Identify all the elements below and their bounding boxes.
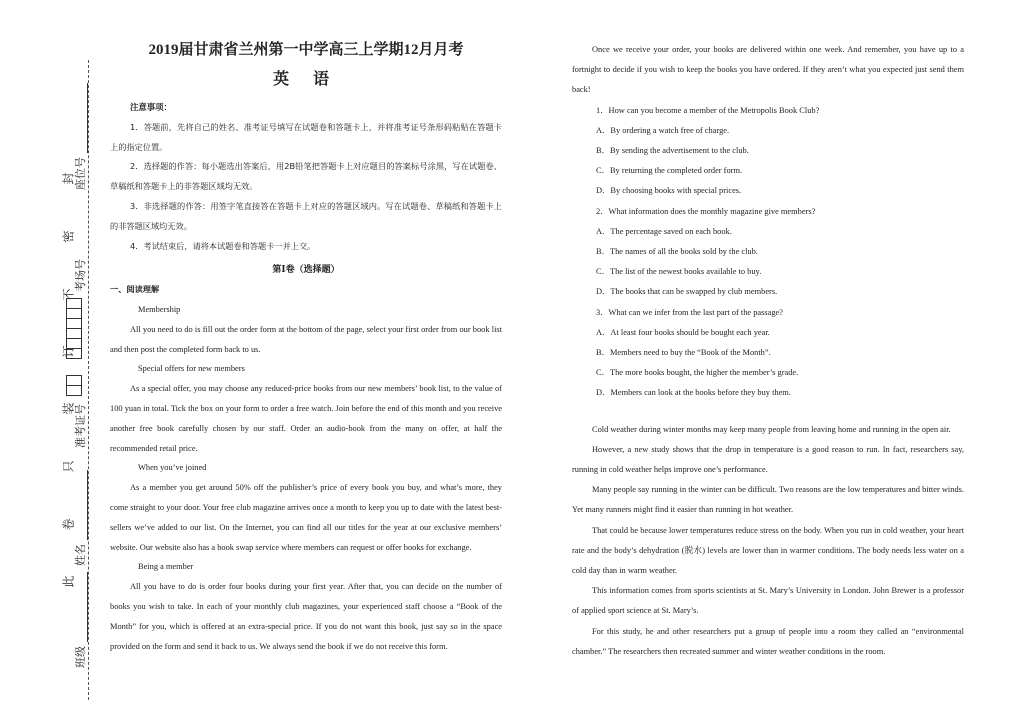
answer-option: C．By returning the completed order form. (596, 166, 743, 176)
seal-char: 订 (61, 345, 76, 358)
answer-option: A．The percentage saved on each book. (596, 226, 732, 236)
exam-title: 2019届甘肃省兰州第一中学高三上学期12月月考 (148, 42, 464, 58)
passage-paragraph: Cold weather during winter months may keep many people from leaving home and running in the open air. (592, 424, 951, 434)
passage-heading: When you’ve joined (138, 463, 207, 473)
exam-room-field[interactable]: 考场号 (75, 259, 87, 292)
notice-item: 3．非选择题的作答：用签字笔直接答在答题卡上对应的答题区域内。写在试题卷、草稿纸和答题卡上的非答题区域均无效。 (110, 200, 502, 231)
passage-paragraph: Once we receive your order, your books are delivered within one week. And remember, you have up to a fortnight to decide if you wish to keep the books you have ordered. If they aren’t what you expected just send them back! (572, 45, 964, 95)
exam-room-boxes[interactable] (66, 298, 82, 358)
admission-number-boxes[interactable] (66, 375, 82, 395)
answer-option: C．The more books bought, the higher the member’s grade. (596, 368, 799, 378)
name-field[interactable]: 姓名 (72, 470, 88, 566)
question-stem: 2．What information does the monthly magazine give members? (596, 206, 816, 216)
subject-title: 英 语 (272, 71, 339, 88)
seal-char: 只 (61, 460, 76, 473)
answer-option: B．The names of all the books sold by the club. (596, 247, 758, 257)
section-title: 第Ⅰ卷（选择题） (272, 264, 340, 275)
passage-paragraph: However, a new study shows that the drop in temperature is a good reason to run. In fact, researchers say, running in cold weather helps improve one’s performance. (572, 444, 964, 475)
question-block (572, 202, 964, 303)
admission-number-field[interactable]: 准考证号 (75, 404, 87, 448)
answer-option: B．By sending the advertisement to the club. (596, 146, 749, 156)
answer-option: B．Members need to buy the “Book of the Month”. (596, 348, 771, 358)
passage-heading: Being a member (138, 562, 194, 572)
passage-paragraph: All you need to do is fill out the order form at the bottom of the page, select your first order from our book list and then post the completed form back to us. (110, 324, 502, 354)
passage-heading: Special offers for new members (138, 364, 245, 374)
passage-paragraph: As a special offer, you may choose any reduced-price books from our new members’ book list, to the value of 100 yuan in total. Tick the box on your form to order a free watch. Join before the end of this month and you receive another free book carefully chosen by our staff. Order an audio-book from the many on offer, at half the recommended retail price. (110, 384, 502, 453)
seat-number-field[interactable]: 座位号 (72, 83, 88, 190)
answer-option: D．The books that can be swapped by club members. (596, 287, 778, 297)
seal-char: 装 (61, 402, 76, 415)
passage-paragraph: As a member you get around 50% off the publisher’s price of every book you buy, and what’s more, they come straight to your door. Your free club magazine arrives once a month to keep you up to date with the latest best-sellers we’ve added to our list. On the Internet, you can find all our titles for the year at our exclusive members’ website. Our website also has a book swap service where members can request or offer books for exchange. (110, 483, 502, 552)
notice-item: 4．考试结束后，请将本试题卷和答题卡一并上交。 (130, 240, 316, 251)
answer-option: A．At least four books should be bought each year. (596, 327, 770, 337)
seal-char: 卷 (61, 518, 76, 531)
answer-option: D．Members can look at the books before they buy them. (596, 388, 791, 398)
binding-margin (0, 0, 110, 724)
question-stem: 1．How can you become a member of the Metropolis Book Club? (596, 105, 820, 115)
notice-item: 1．答题前，先将自己的姓名、准考证号填写在试题卷和答题卡上，并将准考证号条形码粘贴在答题卡上的指定位置。 (110, 121, 502, 152)
class-field[interactable]: 班级 (72, 572, 88, 668)
seal-char: 密 (61, 230, 76, 243)
seal-char: 此 (61, 575, 76, 588)
seal-char: 不 (61, 288, 76, 301)
answer-option: D．By choosing books with special prices. (596, 186, 742, 196)
question-block (572, 101, 964, 202)
question-block (572, 303, 964, 404)
notice-title: 注意事项： (130, 102, 172, 112)
right-column (572, 40, 964, 662)
left-column (110, 38, 502, 656)
passage-paragraph: This information comes from sports scientists at St. Mary’s University in London. John Brewer is a professor of applied sport science at St. Mary’s. (572, 586, 964, 616)
passage-paragraph: That could be because lower temperatures reduce stress on the body. When you run in cold weather, your heart rate and the body’s dehydration (脱水) levels are lower than in warmer conditions. The body needs less water on a cold day than in warm weather. (572, 525, 964, 576)
part-title: 一、阅读理解 (110, 284, 160, 295)
question-stem: 3．What can we infer from the last part of the passage? (596, 307, 783, 317)
binding-dashed-line (88, 60, 89, 700)
notice-item: 2．选择题的作答：每小题选出答案后，用2B铅笔把答题卡上对应题目的答案标号涂黑，写在试题卷、草稿纸和答题卡上的非答题区域均无效。 (110, 161, 502, 192)
passage-paragraph: Many people say running in the winter can be difficult. Two reasons are the low temperatures and bitter winds. Yet many runners might find it easier than running in hot weather. (572, 485, 964, 515)
passage-paragraph: For this study, he and other researchers put a group of people into a room they called an “environmental chamber.” The researchers then recreated summer and winter weather conditions in the room. (572, 626, 964, 656)
passage-heading: Membership (138, 304, 181, 314)
passage-paragraph: All you have to do is order four books during your first year. After that, you can decide on the number of books you wish to take. In each of your monthly club magazines, your experienced staff choose a “Book of the Month” for you, which is offered at an extra-special price. If you do not want this book, just say so in the space provided on the form and send it back to us. We always send the book if we do not receive this form. (110, 582, 502, 651)
answer-option: C．The list of the newest books available to buy. (596, 267, 762, 277)
seal-char: 封 (61, 172, 76, 185)
answer-option: A．By ordering a watch free of charge. (596, 125, 730, 135)
